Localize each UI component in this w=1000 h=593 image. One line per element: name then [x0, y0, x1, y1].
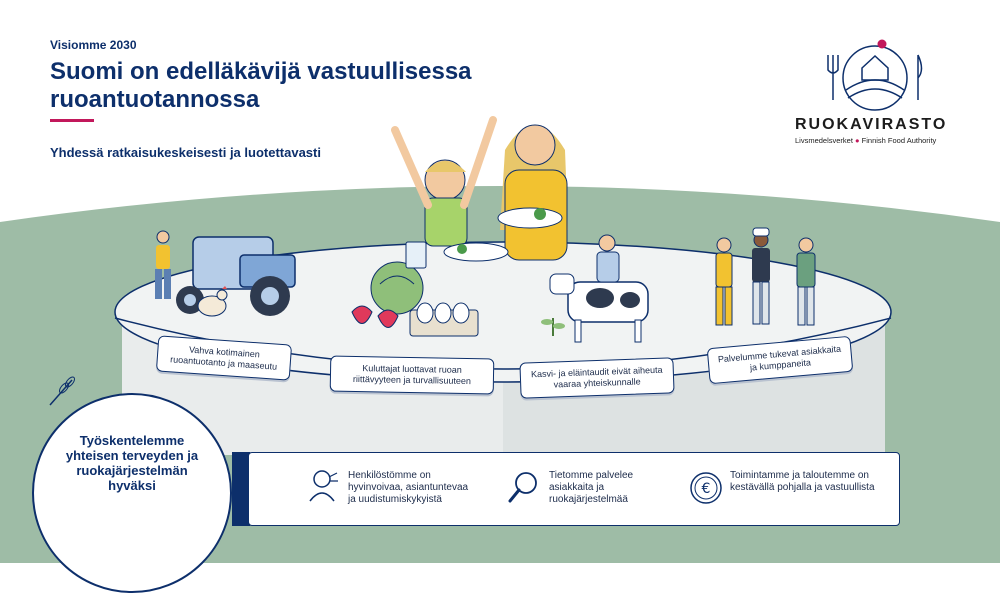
- cabbage-illustration: [371, 262, 423, 314]
- logo-dot-icon: ●: [855, 136, 862, 145]
- svg-text:€: €: [701, 481, 711, 497]
- workers-illustration: [716, 228, 815, 325]
- label-plant-animal-disease: Kasvi- ja eläintaudit eivät aiheuta vaaraa yhteiskunnalle: [519, 357, 674, 398]
- euro-icon: [688, 470, 724, 506]
- foundation-circle: [32, 393, 232, 593]
- logo-subtitle: [795, 136, 936, 145]
- label-services-support: Palvelumme tukevat asiakkaita ja kumppaneita: [707, 336, 854, 384]
- sustainable-finance-text: Toimintamme ja taloutemme on kestävällä pohjalla ja vastuullista: [730, 470, 875, 493]
- title-accent-line: [50, 119, 94, 122]
- label-consumer-trust: Kuluttajat luottavat ruoan riittävyyteen ja turvallisuuteen: [330, 356, 495, 395]
- magnifier-icon: [507, 469, 541, 505]
- logo-sub-english: Finnish Food Authority: [861, 136, 937, 145]
- logo-wordmark: RUOKAVIRASTO: [795, 116, 948, 133]
- page-title: Suomi on edelläkävijä vastuullisessa ruoantuotannossa: [50, 58, 472, 113]
- staff-wellbeing-text: Henkilöstömme on hyvinvoivaa, asiantuntevaa ja uudistumiskykyistä: [348, 470, 469, 505]
- page-subtitle: Yhdessä ratkaisukeskeisesti ja luotettavasti: [50, 145, 321, 160]
- egg-carton-illustration: [410, 303, 478, 336]
- eyebrow: Visiomme 2030: [50, 38, 137, 52]
- knowledge-serves-text: Tietomme palvelee asiakkaita ja ruokajärjestelmää: [549, 470, 634, 505]
- label-food-production: Vahva kotimainen ruoantuotanto ja maaseutu: [156, 335, 292, 380]
- logo-sub-swedish: Livsmedelsverket: [795, 136, 853, 145]
- foundation-circle-text: Työskentelemme yhteisen terveyden ja ruokajärjestelmän hyväksi: [65, 433, 199, 493]
- person-thinking-icon: [307, 467, 341, 503]
- mother-illustration: [498, 125, 568, 260]
- logo-emblem-icon: [828, 40, 922, 111]
